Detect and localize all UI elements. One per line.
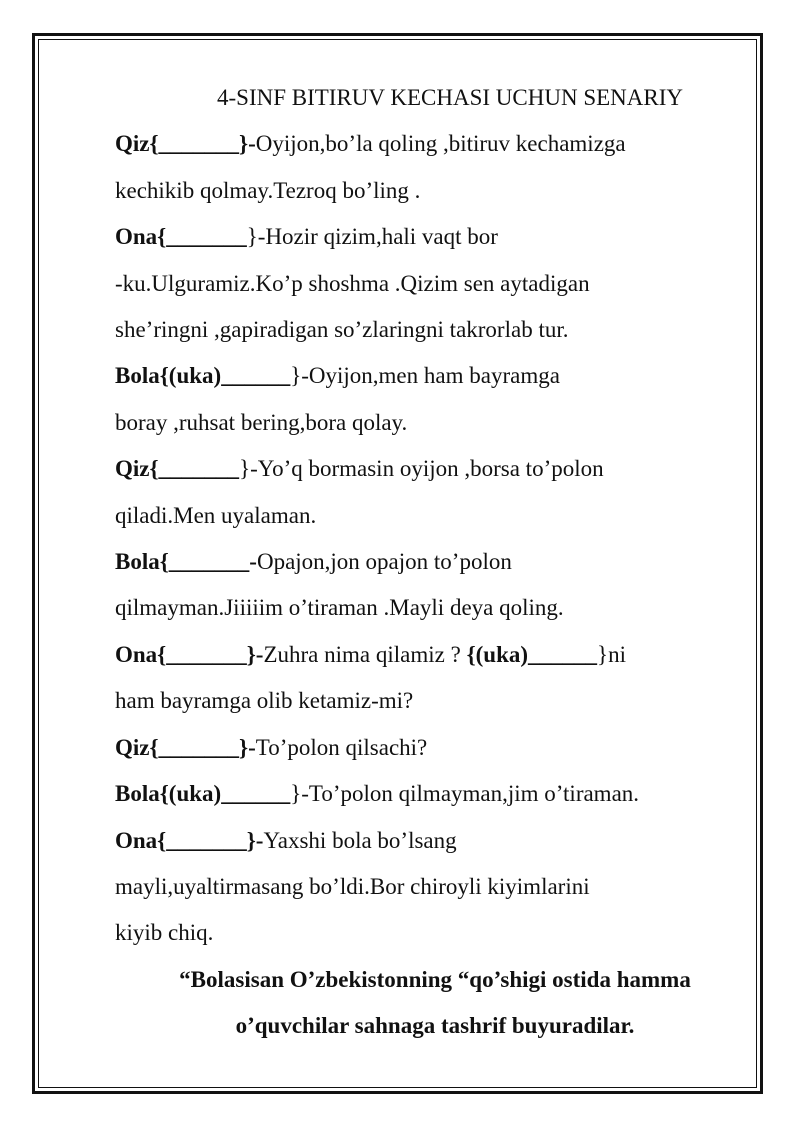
dialogue-text: kechikib qolmay.Tezroq bo’ling .: [115, 177, 421, 203]
closing-note: [115, 957, 755, 1050]
dialogue-line: [115, 493, 745, 539]
dialogue-text: ham bayramga olib ketamiz-mi?: [115, 688, 414, 714]
document-title: 4-SINF BITIRUV KECHASI UCHUN SENARIY: [217, 85, 683, 110]
dialogue-text: Opajon,jon opajon to’polon: [256, 549, 512, 575]
dialogue-line: [115, 678, 745, 724]
speaker-label: Ona{_______}-: [115, 827, 264, 853]
speaker-label: Ona{_______: [115, 224, 247, 250]
dialogue-line: [115, 725, 745, 771]
dialogue-text: boray ,ruhsat bering,bora qolay.: [115, 409, 408, 435]
dialogue-text: she’ringni ,gapiradigan so’zlaringni takrorlab tur.: [115, 317, 569, 343]
speaker-label: Qiz{_______}-: [115, 131, 256, 157]
dialogue-line: [115, 864, 745, 910]
dialogue-text: Oyijon,bo’la qoling ,bitiruv kechamizga: [255, 131, 626, 157]
dialogue-line: [115, 307, 745, 353]
dialogue-body: [115, 121, 745, 956]
speaker-label: Ona{_______}-: [115, 641, 264, 667]
dialogue-line: [115, 121, 745, 167]
dialogue-text: To’polon qilsachi?: [255, 734, 428, 760]
dialogue-line: [115, 818, 745, 864]
speaker-label: Bola{_______-: [115, 549, 257, 575]
dialogue-line: [115, 632, 745, 678]
dialogue-text: }-Hozir qizim,hali vaqt bor: [246, 224, 498, 250]
speaker-label: Qiz{_______}-: [115, 734, 256, 760]
dialogue-text: Zuhra nima qilamiz ?: [263, 641, 467, 667]
dialogue-text: Yaxshi bola bo’lsang: [263, 827, 457, 853]
speaker-label: Bola{(uka)______: [115, 363, 291, 389]
dialogue-line: [115, 910, 745, 956]
dialogue-line: [115, 446, 745, 492]
dialogue-line: [115, 168, 745, 214]
dialogue-text: mayli,uyaltirmasang bo’ldi.Bor chiroyli kiyimlarini: [115, 873, 590, 899]
dialogue-line: [115, 261, 745, 307]
dialogue-line: [115, 771, 745, 817]
dialogue-line: [115, 539, 745, 585]
speaker-label: Bola{(uka)______: [115, 781, 291, 807]
dialogue-line: [115, 353, 745, 399]
dialogue-text: -ku.Ulguramiz.Ko’p shoshma .Qizim sen aytadigan: [115, 270, 590, 296]
dialogue-text: }ni: [597, 641, 626, 667]
dialogue-text: qilmayman.Jiiiiim o’tiraman .Mayli deya qoling.: [115, 595, 564, 621]
dialogue-line: [115, 214, 745, 260]
closing-note-line-1: “Bolasisan O’zbekistonning “qo’shigi ostida hamma: [179, 966, 691, 992]
dialogue-text: }-Yo’q bormasin oyijon ,borsa to’polon: [239, 456, 604, 482]
dialogue-text: }-Oyijon,men ham bayramga: [290, 363, 560, 389]
script-document: [115, 75, 745, 1050]
dialogue-line: [115, 400, 745, 446]
speaker-label: Qiz{_______: [115, 456, 240, 482]
dialogue-text: kiyib chiq.: [115, 920, 214, 946]
dialogue-text: }-To’polon qilmayman,jim o’tiraman.: [290, 781, 640, 807]
closing-note-line-2: o’quvchilar sahnaga tashrif buyuradilar.: [235, 1013, 635, 1039]
speaker-label: {(uka)______: [466, 641, 598, 667]
dialogue-line: [115, 585, 745, 631]
dialogue-text: qiladi.Men uyalaman.: [115, 502, 317, 528]
